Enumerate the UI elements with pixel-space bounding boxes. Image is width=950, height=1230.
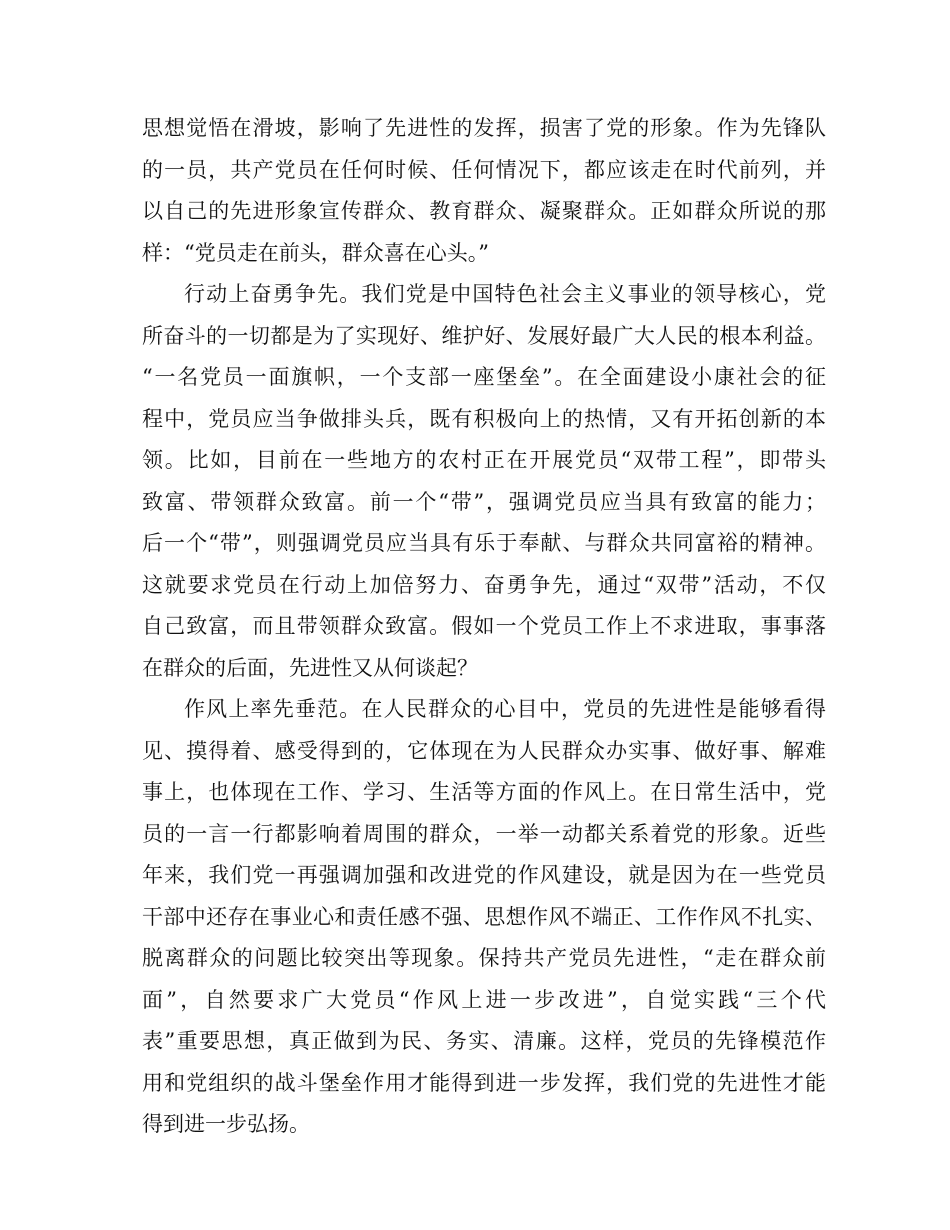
paragraph-line: 这就要求党员在行动上加倍努力、奋勇争先，通过“双带”活动，不仅 [142,572,826,597]
paragraph-line: 员的一言一行都影响着周围的群众，一举一动都关系着党的形象。近些 [142,821,826,846]
paragraph-line: 以自己的先进形象宣传群众、教育群众、凝聚群众。正如群众所说的那 [142,199,826,223]
paragraph [142,689,826,1146]
paragraph-line: 样：“党员走在前头，群众喜在心头。” [142,240,489,265]
paragraph-line: “一名党员一面旗帜，一个支部一座堡垒”。在全面建设小康社会的征 [142,365,826,389]
paragraph [142,108,826,274]
paragraph-line: 程中，党员应当争做排头兵，既有积极向上的热情，又有开拓创新的本 [142,406,826,431]
paragraph-line: 思想觉悟在滑坡，影响了先进性的发挥，损害了党的形象。作为先锋队 [142,116,826,140]
paragraph-line: 的一员，共产党员在任何时候、任何情况下，都应该走在时代前列，并 [142,157,826,182]
paragraph-line: 自己致富，而且带领群众致富。假如一个党员工作上不求进取，事事落 [142,614,826,638]
paragraph-line: 脱离群众的问题比较突出等现象。保持共产党员先进性，“走在群众前 [142,946,826,970]
paragraph-line: 事上，也体现在工作、学习、生活等方面的作风上。在日常生活中，党 [142,780,826,804]
paragraph-line: 后一个“带”，则强调党员应当具有乐于奉献、与群众共同富裕的精神。 [142,531,826,555]
document-page [142,108,826,1146]
paragraph-line: 用和党组织的战斗堡垒作用才能得到进一步发挥，我们党的先进性才能 [142,1070,826,1095]
paragraph-line: 致富、带领群众致富。前一个“带”，强调党员应当具有致富的能力； [142,489,826,514]
paragraph-line: 领。比如，目前在一些地方的农村正在开展党员“双带工程”，即带头 [142,448,826,472]
paragraph-line: 得到进一步弘扬。 [142,1112,310,1136]
paragraph [142,274,826,689]
paragraph-line: 见、摸得着、感受得到的，它体现在为人民群众办实事、做好事、解难 [142,738,826,763]
paragraph-line: 行动上奋勇争先。我们党是中国特色社会主义事业的领导核心，党 [184,282,826,306]
paragraph-line: 年来，我们党一再强调加强和改进党的作风建设，就是因为在一些党员 [142,863,826,887]
paragraph-line: 在群众的后面，先进性又从何谈起？ [142,655,478,680]
paragraph-line: 面”，自然要求广大党员“作风上进一步改进”，自觉实践“三个代 [142,987,826,1012]
paragraph-line: 表”重要思想，真正做到为民、务实、清廉。这样，党员的先锋模范作 [142,1029,826,1053]
paragraph-line: 干部中还存在事业心和责任感不强、思想作风不端正、工作作风不扎实、 [142,904,826,929]
paragraph-line: 作风上率先垂范。在人民群众的心目中，党员的先进性是能够看得 [184,697,826,721]
paragraph-line: 所奋斗的一切都是为了实现好、维护好、发展好最广大人民的根本利益。 [142,323,826,348]
